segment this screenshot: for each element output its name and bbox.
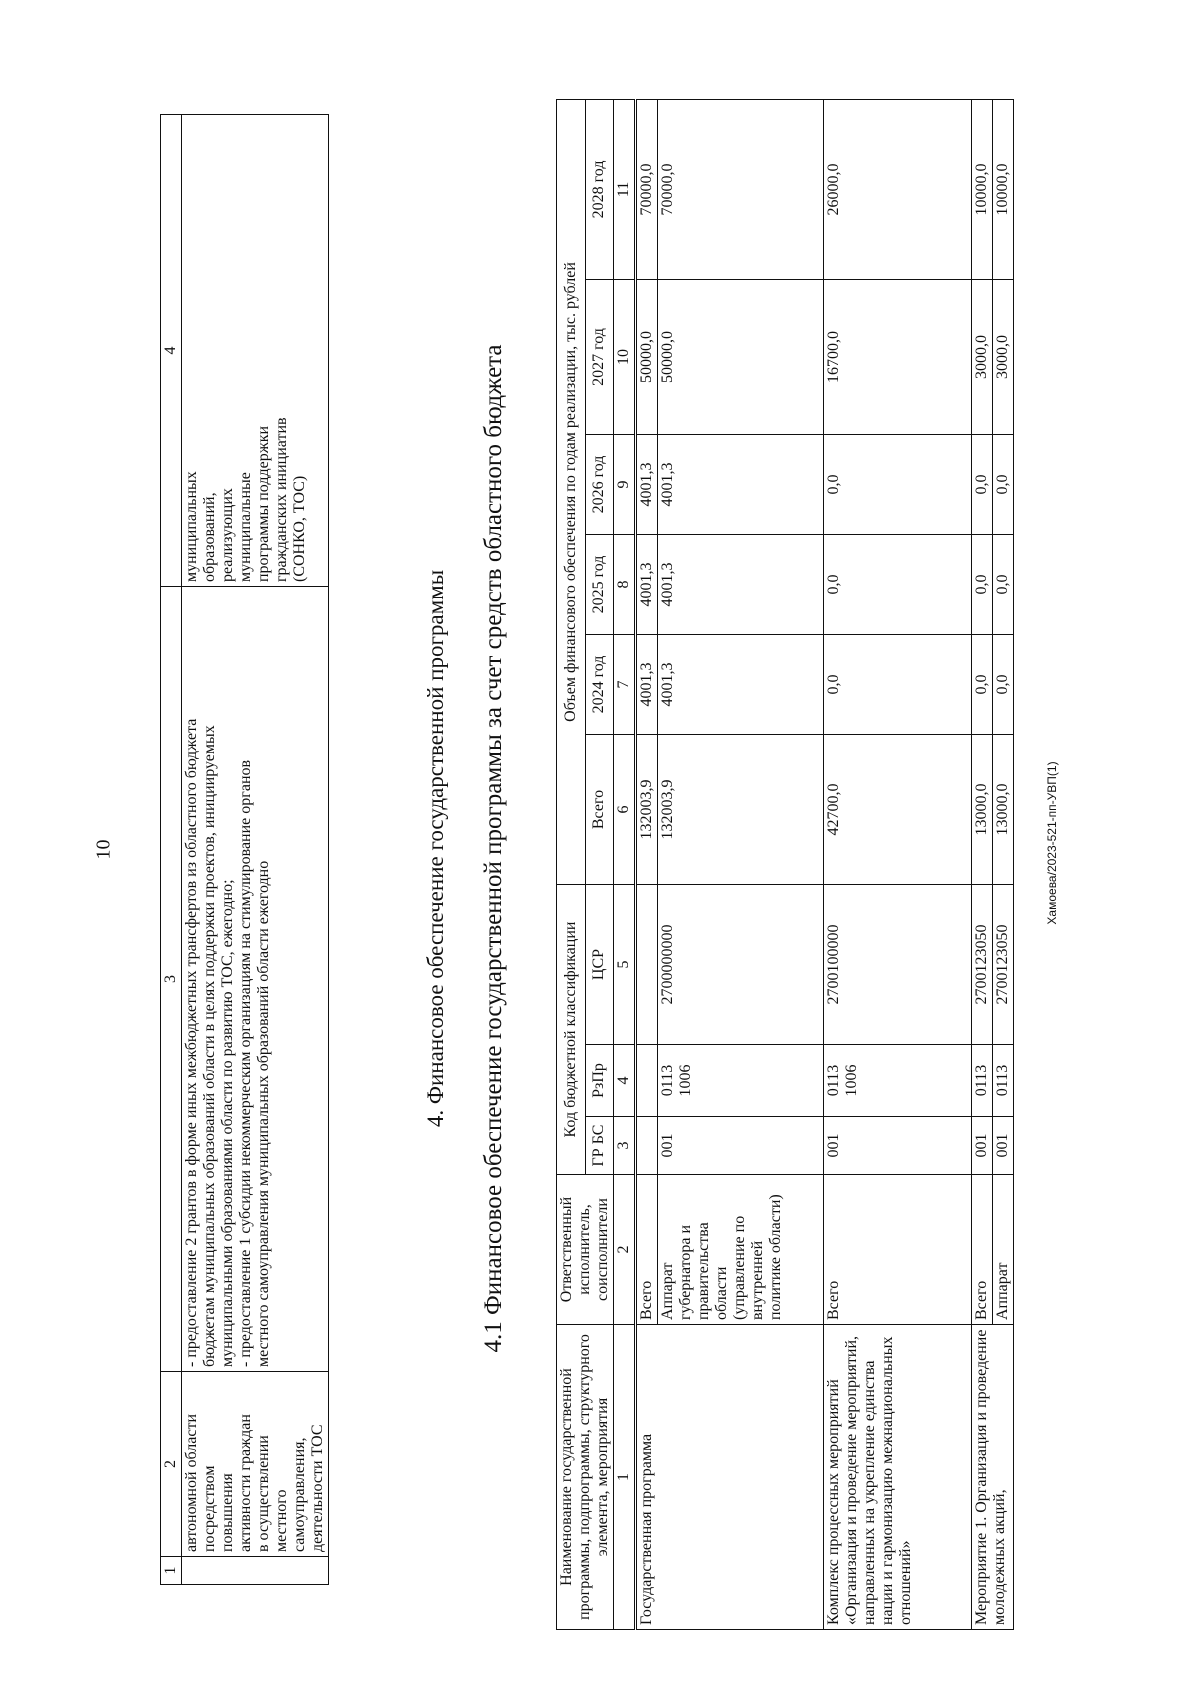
value-2028: 26000,0 [824,99,972,279]
value-2024: 0,0 [993,634,1014,734]
continuation-table [160,114,329,1585]
col-number: 3 [161,587,182,1372]
tasks-cell [182,587,329,1372]
row-rzpr: 0113 1006 [824,1045,972,1117]
row-responsible: Всего [636,1175,658,1325]
text-line: самоуправления, [291,1437,308,1552]
value-2024: 4001,3 [658,634,824,734]
text-line: автономной области [183,1413,200,1552]
text-line: местного самоуправления муниципальных образований области ежегодно [255,860,272,1367]
col-number: 9 [614,434,636,534]
value-total: 42700,0 [824,734,972,884]
row-csr [636,884,658,1044]
value-total: 13000,0 [972,734,993,884]
text-line: - предоставление 1 субсидии некоммерческим организациям на стимулирование органов [237,759,254,1367]
row-responsible: Всего [972,1175,993,1325]
column-numbers-row [614,99,636,1629]
col-number: 2 [161,1372,182,1557]
row-grbs: 001 [824,1117,972,1175]
table-row [636,99,658,1629]
header-2028: 2028 год [585,99,614,279]
goal-cell [182,1372,329,1557]
header-2024: 2024 год [585,634,614,734]
value-2025: 0,0 [824,534,972,634]
text-line: посредством [201,1465,218,1552]
row-responsible: Всего [824,1175,972,1325]
value-2026: 0,0 [972,434,993,534]
row-rzpr: 0113 [972,1045,993,1117]
header-name: Наименование государственной программы, подпрограммы, структурного элемента, мероприятия [557,1325,614,1630]
document-code: Хамоева/2023-521-пп-УВП(1) [1045,761,1059,925]
row-rzpr [636,1045,658,1117]
value-2026: 4001,3 [636,434,658,534]
text-line: - предоставление 2 грантов в форме иных межбюджетных трансфертов из областного бюджета [183,718,200,1367]
row-rzpr: 0113 [993,1045,1014,1117]
value-total: 132003,9 [636,734,658,884]
continuation-header-row [161,115,182,1585]
row-grbs: 001 [658,1117,824,1175]
row-responsible: Аппарат губернатора и правительства области (управление по внутренней политике области) [658,1175,824,1325]
value-2027: 16700,0 [824,279,972,434]
col-number: 1 [614,1325,636,1630]
value-2027: 50000,0 [636,279,658,434]
value-2027: 3000,0 [972,279,993,434]
text-line: местного [273,1489,290,1552]
header-2027: 2027 год [585,279,614,434]
row-grbs [636,1117,658,1175]
value-2028: 10000,0 [972,99,993,279]
row-responsible: Аппарат [993,1175,1014,1325]
row-name: Мероприятие 1. Организация и проведение молодежных акций, [972,1325,1014,1630]
value-total: 13000,0 [993,734,1014,884]
value-2028: 70000,0 [636,99,658,279]
value-total: 132003,9 [658,734,824,884]
finance-header-row [557,99,586,1629]
row-grbs: 001 [993,1117,1014,1175]
text-line: образований, [201,492,218,582]
col-number: 10 [614,279,636,434]
value-2026: 0,0 [824,434,972,534]
col-number: 4 [614,1045,636,1117]
value-2025: 0,0 [972,534,993,634]
section-subtitle: 4.1 Финансовое обеспечение государственной программы за счет средств областного бюджета [480,344,507,1353]
finance-table [556,99,1014,1630]
col-number: 7 [614,634,636,734]
text-line: повышения [219,1473,236,1552]
header-total: Всего [585,734,614,884]
col-number: 2 [614,1175,636,1325]
value-2026: 4001,3 [658,434,824,534]
text-line: гражданских инициатив [273,417,290,582]
text-line: деятельности ТОС [309,1424,326,1552]
row-rzpr: 0113 1006 [658,1045,824,1117]
header-csr: ЦСР [585,884,614,1044]
value-2024: 0,0 [824,634,972,734]
row-name: Государственная программа [636,1325,824,1630]
row-csr: 2700123050 [993,884,1014,1044]
header-volume: Объем финансового обеспечения по годам реализации, тыс. рублей [557,99,586,884]
value-2027: 3000,0 [993,279,1014,434]
col-number: 4 [161,115,182,587]
header-grbs: ГР БС [585,1117,614,1175]
table-row [972,99,993,1629]
header-rzpr: РзПр [585,1045,614,1117]
value-2024: 0,0 [972,634,993,734]
col-number: 1 [161,1557,182,1585]
value-2025: 4001,3 [658,534,824,634]
header-2025: 2025 год [585,534,614,634]
text-line: в осуществлении [255,1435,272,1552]
text-line: бюджетам муниципальных образований области в целях поддержки проектов, инициируемых [201,725,218,1367]
value-2028: 70000,0 [658,99,824,279]
header-responsible: Ответственный исполнитель, соисполнители [557,1175,614,1325]
continuation-row [182,115,329,1585]
value-2025: 4001,3 [636,534,658,634]
indicator-cell [182,115,329,587]
row-csr: 2700123050 [972,884,993,1044]
row-name: Комплекс процессных мероприятий «Организация и проведение мероприятий, направленных на укрепление единства нации и гармонизацию межнациональных отношений» [824,1325,972,1630]
col-number: 6 [614,734,636,884]
col-number: 5 [614,884,636,1044]
header-budget-code: Код бюджетной классификации [557,884,586,1174]
row-csr: 2700000000 [658,884,824,1044]
value-2028: 10000,0 [993,99,1014,279]
empty-cell [182,1557,329,1585]
text-line: программы поддержки [255,425,272,582]
row-csr: 2700100000 [824,884,972,1044]
value-2027: 50000,0 [658,279,824,434]
text-line: муниципальные [237,472,254,582]
page-number: 10 [92,839,115,860]
col-number: 11 [614,99,636,279]
text-line: муниципальными образованиями области по развитию ТОС, ежегодно; [219,879,236,1367]
text-line: реализующих [219,488,236,582]
value-2026: 0,0 [993,434,1014,534]
table-row [824,99,972,1629]
row-grbs: 001 [972,1117,993,1175]
text-line: муниципальных [183,471,200,582]
header-2026: 2026 год [585,434,614,534]
col-number: 3 [614,1117,636,1175]
col-number: 8 [614,534,636,634]
text-line: активности граждан [237,1414,254,1552]
value-2025: 0,0 [993,534,1014,634]
text-line: (СОНКО, ТОС) [291,475,308,582]
section-title: 4. Финансовое обеспечение государственной программы [423,569,448,1128]
value-2024: 4001,3 [636,634,658,734]
